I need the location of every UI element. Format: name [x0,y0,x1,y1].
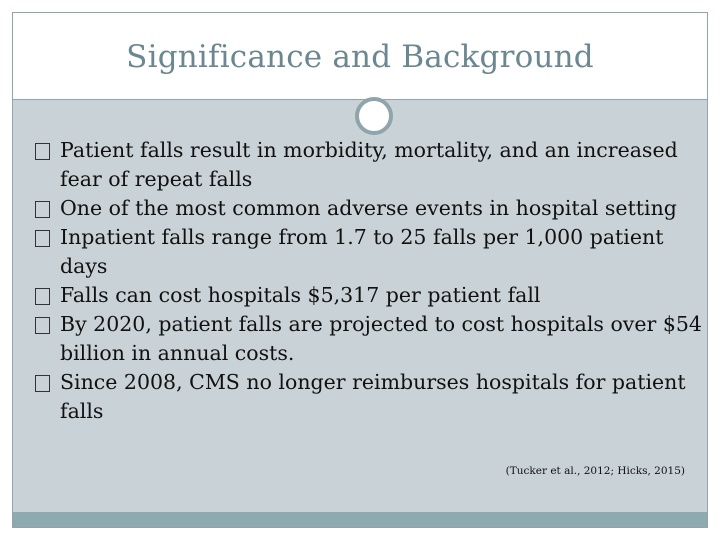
bullet-text: Inpatient falls range from 1.7 to 25 falls per 1,000 patient days [60,225,664,278]
square-bullet-icon [35,230,50,247]
square-bullet-icon [35,375,50,392]
bullet-item [35,223,715,281]
bullet-text: By 2020, patient falls are projected to cost hospitals over $54 billion in annual costs. [60,312,702,365]
bullet-item [35,281,715,310]
slide-title: Significance and Background [126,39,594,75]
square-bullet-icon [35,288,50,305]
bullet-item [35,136,715,194]
bullet-item [35,194,715,223]
square-bullet-icon [35,201,50,218]
circle-ornament-icon [355,97,393,135]
bullet-item [35,310,715,368]
square-bullet-icon [35,143,50,160]
square-bullet-icon [35,317,50,334]
bullet-item [35,368,715,426]
footer-band [13,512,707,527]
slide-frame [12,12,708,528]
title-band [13,13,707,100]
bullet-text: One of the most common adverse events in hospital setting [60,196,677,220]
citation: (Tucker et al., 2012; Hicks, 2015) [505,465,685,477]
bullet-text: Since 2008, CMS no longer reimburses hospitals for patient falls [60,370,686,423]
bullet-text: Falls can cost hospitals $5,317 per patient fall [60,283,541,307]
bullet-text: Patient falls result in morbidity, mortality, and an increased fear of repeat falls [60,138,678,191]
bullet-list [35,136,715,426]
